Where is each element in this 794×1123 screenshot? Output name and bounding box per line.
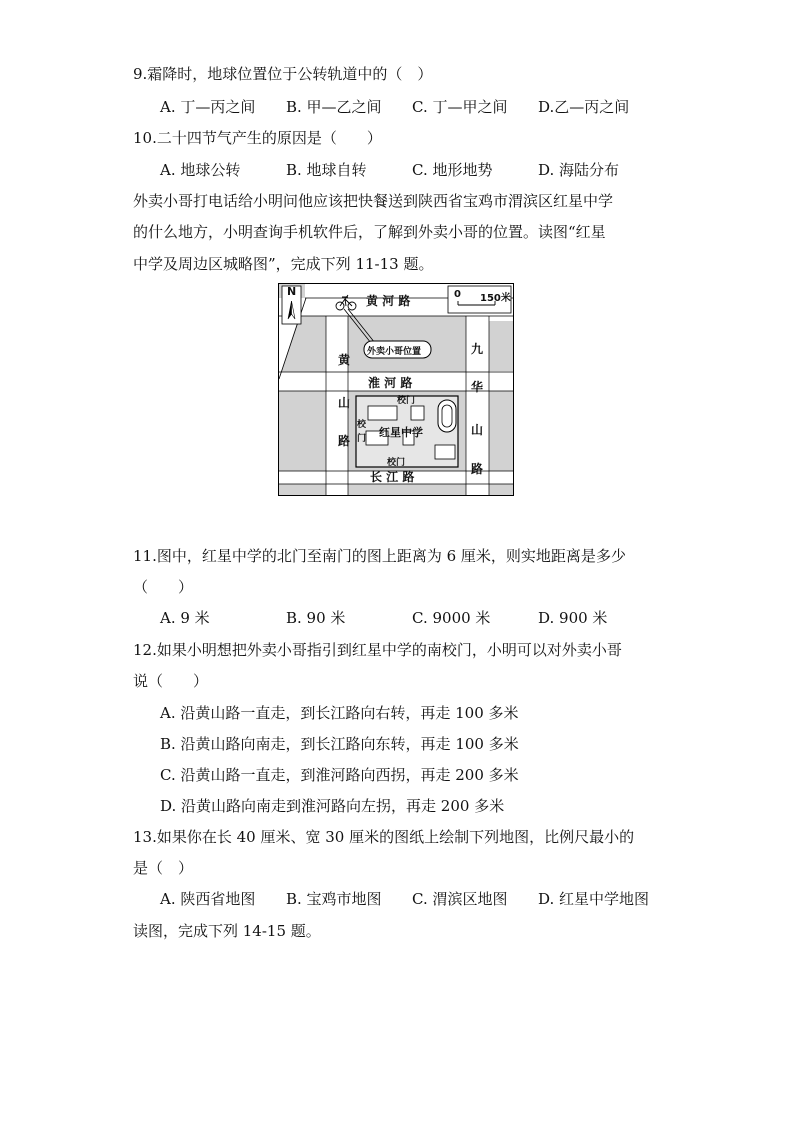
north-label: N (287, 285, 297, 298)
q9-option-c: C. 丁—甲之间 (412, 98, 508, 116)
block (348, 484, 466, 495)
road-label-huanghe: 黄 河 路 (366, 294, 411, 308)
road-label-huangshan-1: 黄 (338, 353, 351, 367)
q12-option-c: C. 沿黄山路一直走，到淮河路向西拐，再走 200 多米 (160, 766, 519, 784)
q13-option-a: A. 陕西省地图 (160, 890, 256, 908)
q12-option-b: B. 沿黄山路向南走，到长江路向东转，再走 100 多米 (160, 735, 519, 753)
q10-option-d: D. 海陆分布 (538, 161, 620, 179)
block (489, 484, 513, 495)
q12-option-d: D. 沿黄山路向南走到淮河路向左拐，再走 200 多米 (160, 797, 505, 815)
road-label-huaihe: 淮 河 路 (368, 376, 413, 390)
school-building (435, 445, 455, 459)
road-label-huangshan-2: 山 (338, 396, 351, 410)
intro-line-1: 外卖小哥打电话给小明问他应该把快餐送到陕西省宝鸡市渭滨区红星中学 (133, 192, 614, 210)
school-name-label: 红星中学 (379, 426, 423, 439)
road-label-changjiang: 长 江 路 (370, 470, 415, 484)
q10-option-c: C. 地形地势 (412, 161, 493, 179)
running-track-inner (442, 405, 452, 427)
west-gate-label-1: 校 (357, 420, 367, 430)
south-gate-label: 校门 (387, 458, 406, 468)
q10-option-b: B. 地球自转 (286, 161, 367, 179)
q13-stem: 13.如果你在长 40 厘米、宽 30 厘米的图纸上绘制下列地图，比例尺最小的 (133, 828, 635, 846)
q13-option-c: C. 渭滨区地图 (412, 890, 508, 908)
q13-stem-blank: 是（ ） (133, 859, 194, 877)
school-building (368, 406, 397, 420)
q10-option-a: A. 地球公转 (160, 161, 241, 179)
north-gate-label: 校门 (397, 396, 416, 406)
q11-option-d: D. 900 米 (538, 609, 608, 627)
block (489, 391, 513, 471)
block (279, 484, 326, 495)
q12-stem-blank: 说（ ） (133, 672, 209, 690)
q11-stem-blank: （ ） (133, 578, 194, 596)
road-label-jiuhuashan-4: 路 (471, 462, 484, 476)
intro-line-2: 的什么地方，小明查询手机软件后，了解到外卖小哥的位置。读图“红星 (133, 223, 606, 241)
q9-option-a: A. 丁—丙之间 (160, 98, 256, 116)
q10-stem: 10.二十四节气产生的原因是（ ） (133, 129, 382, 147)
intro-line-3: 中学及周边区城略图”，完成下列 11-13 题。 (133, 255, 434, 273)
outro-line: 读图，完成下列 14-15 题。 (133, 922, 321, 940)
block (489, 321, 513, 371)
school-building (411, 406, 424, 420)
q11-option-b: B. 90 米 (286, 609, 346, 627)
q11-stem: 11.图中，红星中学的北门至南门的图上距离为 6 厘米，则实地距离是多少 (133, 547, 626, 565)
q9-option-b: B. 甲—乙之间 (286, 98, 382, 116)
road-label-jiuhuashan-1: 九 (471, 342, 484, 356)
block (279, 391, 326, 471)
q12-stem: 12.如果小明想把外卖小哥指引到红星中学的南校门，小明可以对外卖小哥 (133, 641, 622, 659)
scale-distance-label: 150米 (480, 293, 511, 304)
q9-stem: 9.霜降时，地球位置位于公转轨道中的（ ） (133, 65, 433, 83)
road-label-huangshan-3: 路 (338, 434, 351, 448)
road-label-jiuhuashan-2: 华 (471, 380, 484, 394)
courier-location-label: 外卖小哥位置 (367, 347, 422, 357)
q13-option-d: D. 红星中学地图 (538, 890, 650, 908)
q13-option-b: B. 宝鸡市地图 (286, 890, 382, 908)
q12-option-a: A. 沿黄山路一直走，到长江路向右转，再走 100 多米 (160, 704, 519, 722)
q11-option-a: A. 9 米 (160, 609, 210, 627)
road-label-jiuhuashan-3: 山 (471, 423, 484, 437)
school-area-map (278, 283, 514, 496)
scale-zero-label: 0 (454, 289, 461, 300)
q11-option-c: C. 9000 米 (412, 609, 491, 627)
west-gate-label-2: 门 (357, 434, 367, 444)
q9-option-d: D.乙—丙之间 (538, 98, 630, 116)
